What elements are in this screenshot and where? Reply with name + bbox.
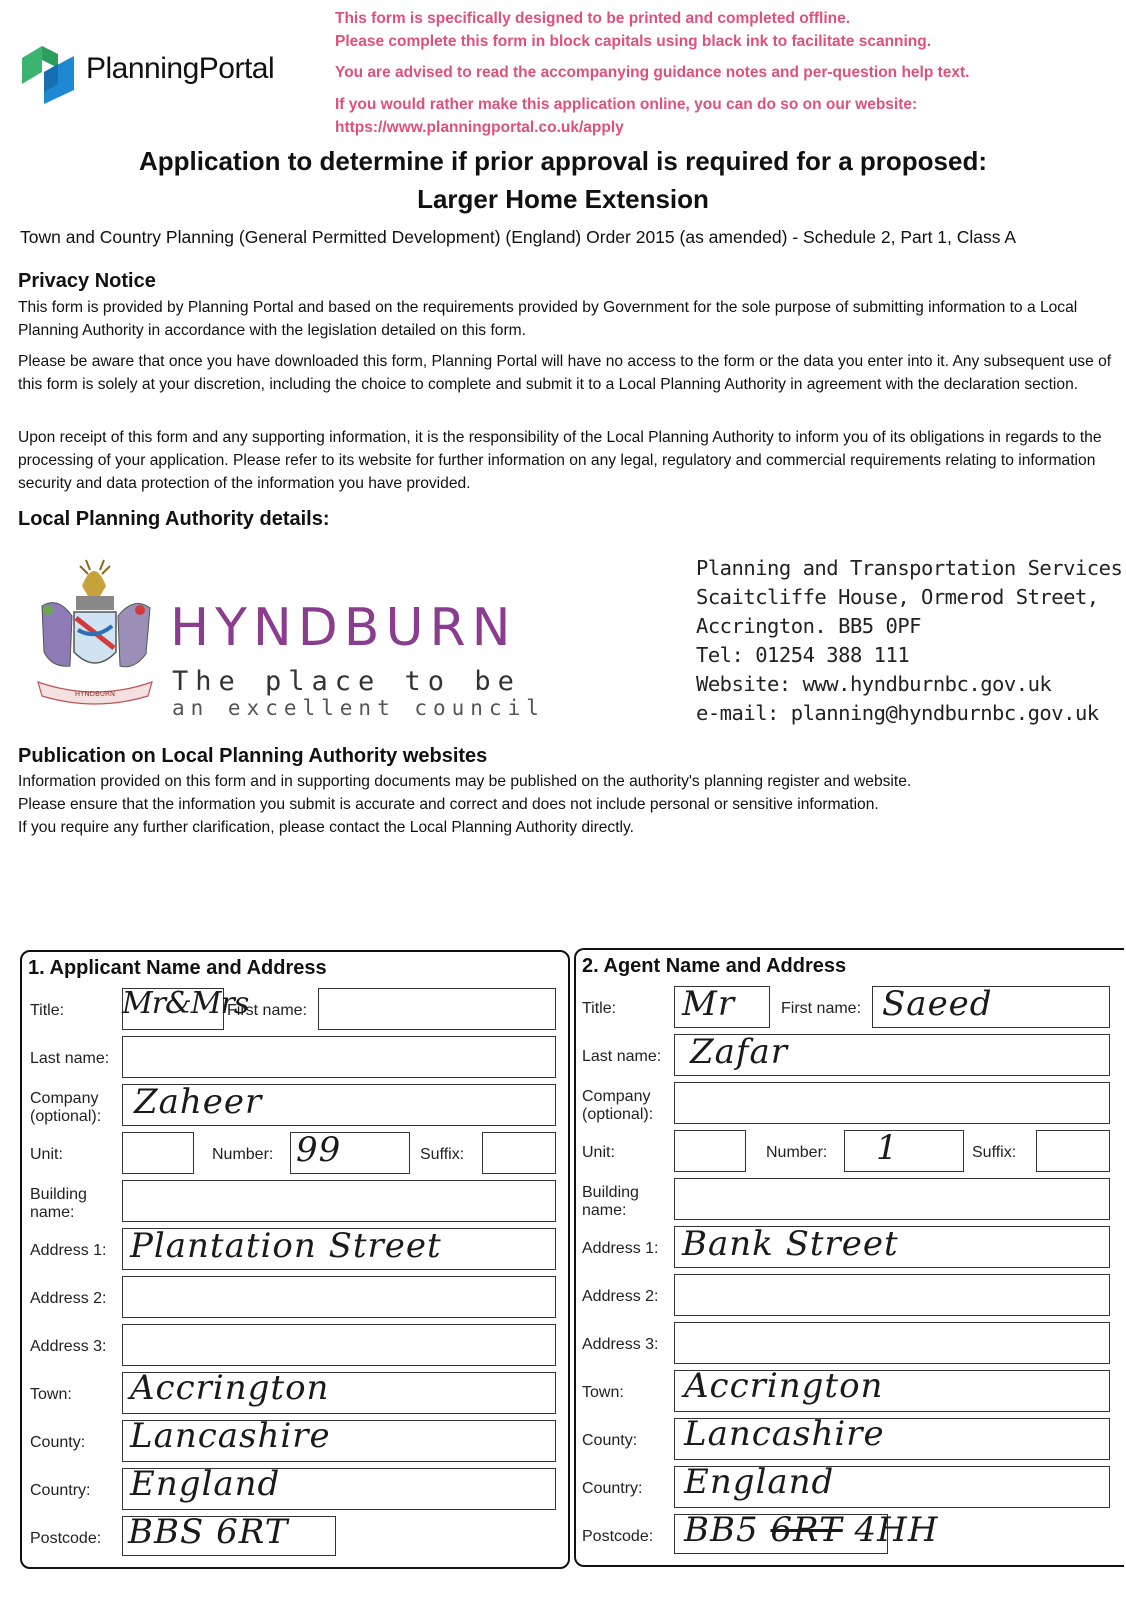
last-name-label: Last name: — [582, 1048, 662, 1065]
agent-building-field[interactable] — [674, 1178, 1110, 1220]
address1-label: Address 1: — [30, 1242, 107, 1259]
town-label: Town: — [30, 1386, 72, 1403]
first-name-label: First name: — [227, 1002, 308, 1019]
applicant-county-value: Lancashire — [130, 1416, 331, 1456]
company-optional-label: (optional): — [30, 1108, 102, 1125]
agent-postcode-struck: 6RT — [770, 1510, 843, 1550]
applicant-title-value: Mr&Mrs — [122, 986, 249, 1021]
agent-postcode-value — [684, 1510, 938, 1550]
guidance-note: You are advised to read the accompanying guidance notes and per-question help text. — [335, 64, 970, 81]
lpa-address-line: Planning and Transportation Services — [696, 556, 1123, 580]
postcode-label: Postcode: — [582, 1528, 654, 1545]
brand-name: PlanningPortal — [86, 52, 275, 85]
agent-county-value: Lancashire — [684, 1414, 885, 1454]
unit-label: Unit: — [582, 1144, 615, 1161]
lpa-address-line: Accrington. BB5 0PF — [696, 614, 921, 638]
agent-number-field[interactable] — [844, 1130, 964, 1172]
address2-label: Address 2: — [30, 1290, 107, 1307]
number-label: Number: — [212, 1146, 274, 1163]
building-label: Building — [30, 1186, 87, 1203]
crest-motto: HYNDBURN — [74, 690, 116, 698]
block-capitals-note: Please complete this form in block capitals using black ink to facilitate scanning. — [335, 33, 932, 50]
first-name-label: First name: — [781, 1000, 862, 1017]
hyndburn-tagline: The place to be — [172, 666, 521, 697]
form-subtitle: Larger Home Extension — [417, 184, 709, 214]
company-optional-label: (optional): — [582, 1106, 654, 1123]
agent-address3-field[interactable] — [674, 1322, 1110, 1364]
county-label: County: — [30, 1434, 86, 1451]
planning-portal-logo-icon — [18, 38, 82, 106]
agent-first-name-value: Saeed — [882, 984, 993, 1024]
company-label: Company — [582, 1088, 651, 1105]
applicant-company-value: Zaheer — [134, 1082, 263, 1122]
offline-note: This form is specifically designed to be printed and completed offline. — [335, 10, 851, 27]
applicant-last-name-field[interactable] — [122, 1036, 556, 1078]
county-label: County: — [582, 1432, 638, 1449]
agent-heading: 2. Agent Name and Address — [582, 955, 847, 977]
building-name-label: name: — [30, 1204, 75, 1221]
publication-paragraph-2: Please ensure that the information you submit is accurate and correct and does not include personal or sensitive information. — [18, 796, 879, 813]
lpa-website[interactable]: Website: www.hyndburnbc.gov.uk — [696, 672, 1052, 696]
form-title: Application to determine if prior approval is required for a proposed: — [139, 146, 987, 176]
agent-unit-field[interactable] — [674, 1130, 746, 1172]
agent-postcode-end: 4HH — [854, 1510, 939, 1550]
country-label: Country: — [30, 1482, 91, 1499]
legislation-line: Town and Country Planning (General Permitted Development) (England) Order 2015 (as amended) - Schedule 2, Part 1, Class A — [20, 227, 1017, 247]
privacy-paragraph-1: This form is provided by Planning Portal and based on the requirements provided by Government for the sole purpose of submitting information to a Local Planning Authority in accordance with the legislation detailed on this form. — [18, 299, 1078, 339]
privacy-paragraph-3: Upon receipt of this form and any supporting information, it is the responsibility of the Local Planning Authority to inform you of its obligations in regards to the processing of your application. Please refer to its website for further information on any legal, regulatory and commercial requirements relating to information security and data protection of the information you have provided. — [18, 429, 1102, 492]
applicant-country-value: England — [130, 1464, 281, 1504]
applicant-unit-field[interactable] — [122, 1132, 194, 1174]
applicant-heading: 1. Applicant Name and Address — [28, 957, 327, 979]
agent-address2-field[interactable] — [674, 1274, 1110, 1316]
privacy-heading: Privacy Notice — [18, 270, 156, 292]
postcode-label: Postcode: — [30, 1530, 102, 1547]
lpa-phone: Tel: 01254 388 111 — [696, 643, 910, 667]
address3-label: Address 3: — [582, 1336, 659, 1353]
agent-country-value: England — [684, 1462, 835, 1502]
applicant-number-value: 99 — [296, 1130, 342, 1170]
lpa-address-line: Scaitcliffe House, Ormerod Street, — [696, 585, 1099, 609]
unit-label: Unit: — [30, 1146, 63, 1163]
apply-url: https://www.planningportal.co.uk/apply — [335, 119, 624, 136]
title-label: Title: — [30, 1002, 65, 1019]
address2-label: Address 2: — [582, 1288, 659, 1305]
applicant-address1-value: Plantation Street — [130, 1226, 442, 1266]
applicant-address2-field[interactable] — [122, 1276, 556, 1318]
applicant-suffix-field[interactable] — [482, 1132, 556, 1174]
town-label: Town: — [582, 1384, 624, 1401]
title-label: Title: — [582, 1000, 617, 1017]
company-label: Company — [30, 1090, 99, 1107]
applicant-town-value: Accrington — [130, 1368, 330, 1408]
agent-number-value: 1 — [876, 1128, 899, 1168]
agent-town-value: Accrington — [684, 1366, 884, 1406]
lpa-heading: Local Planning Authority details: — [18, 508, 330, 530]
hyndburn-logo-text: HYNDBURN — [170, 598, 517, 658]
building-name-label: name: — [582, 1202, 627, 1219]
agent-section — [574, 948, 1124, 1567]
privacy-paragraph-2: Please be aware that once you have downloaded this form, Planning Portal will have no access to the form or the data you enter into it. Any subsequent use of this form is solely at your discretion, including the choice to complete and submit it to a Local Planning Authority in agreement with the declaration section. — [18, 353, 1112, 393]
agent-address1-value: Bank Street — [682, 1224, 899, 1264]
applicant-building-field[interactable] — [122, 1180, 556, 1222]
agent-last-name-value: Zafar — [690, 1032, 789, 1072]
agent-company-field[interactable] — [674, 1082, 1110, 1124]
applicant-section — [20, 950, 570, 1569]
agent-suffix-field[interactable] — [1036, 1130, 1110, 1172]
last-name-label: Last name: — [30, 1050, 110, 1067]
address1-label: Address 1: — [582, 1240, 659, 1257]
publication-heading: Publication on Local Planning Authority websites — [18, 745, 488, 767]
applicant-address3-field[interactable] — [122, 1324, 556, 1366]
publication-paragraph-3: If you require any further clarification, please contact the Local Planning Authority directly. — [18, 819, 634, 836]
hyndburn-subtagline: an excellent council — [172, 696, 545, 720]
building-label: Building — [582, 1184, 639, 1201]
agent-postcode-start: BB5 — [684, 1510, 759, 1550]
applicant-postcode-value: BBS 6RT — [128, 1512, 289, 1552]
number-label: Number: — [766, 1144, 828, 1161]
suffix-label: Suffix: — [420, 1146, 465, 1163]
online-note: If you would rather make this application online, you can do so on our website: — [335, 96, 918, 113]
country-label: Country: — [582, 1480, 643, 1497]
hyndburn-crest-icon — [34, 556, 156, 714]
agent-title-value: Mr — [682, 984, 736, 1024]
address3-label: Address 3: — [30, 1338, 107, 1355]
lpa-email[interactable]: e-mail: planning@hyndburnbc.gov.uk — [696, 701, 1099, 725]
suffix-label: Suffix: — [972, 1144, 1017, 1161]
applicant-first-name-field[interactable] — [318, 988, 556, 1030]
publication-paragraph-1: Information provided on this form and in supporting documents may be published on the authority's planning register and website. — [18, 773, 912, 790]
